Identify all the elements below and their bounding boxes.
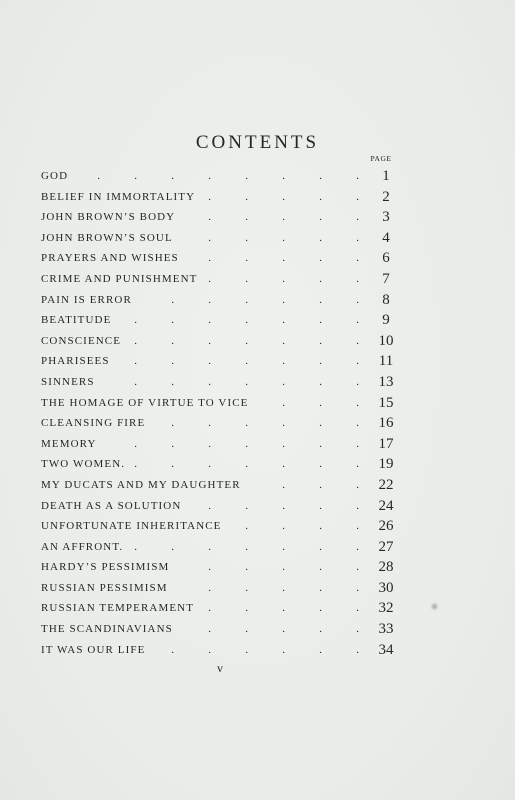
toc-entry-page-number: 1 — [382, 168, 390, 184]
toc-entry-page-number: 7 — [382, 270, 390, 287]
leader-dots: . . . . . — [208, 561, 359, 574]
toc-entry-title: BELIEF IN IMMORTALITY — [41, 190, 196, 203]
toc-entry-title: PHARISEES — [41, 355, 110, 368]
toc-entry-page-number: 26 — [378, 518, 394, 535]
leader-dots: . . . . . . . — [134, 458, 359, 471]
toc-entry — [41, 619, 401, 640]
toc-entry — [41, 454, 401, 475]
leader-dots: . . . — [282, 478, 359, 491]
toc-entry — [41, 310, 401, 331]
paper-smudge — [430, 602, 439, 611]
toc-entry-title: MEMORY — [41, 437, 97, 450]
toc-entry-title: SINNERS — [41, 375, 95, 388]
toc-entry-title: GOD — [41, 170, 69, 182]
toc-entry-page-number: 3 — [382, 209, 390, 226]
toc-entry — [41, 187, 401, 208]
page-title: CONTENTS — [195, 132, 320, 153]
toc-entry-title: IT WAS OUR LIFE — [41, 643, 146, 656]
toc-entry-page-number: 22 — [378, 476, 394, 493]
toc-entry-page-number: 19 — [378, 456, 394, 473]
toc-entry-page-number: 16 — [378, 415, 394, 432]
toc-entry-page-number: 32 — [378, 600, 394, 617]
leader-dots: . . . . . . . — [134, 375, 359, 388]
toc-entry — [41, 537, 401, 558]
toc-entry-page-number: 17 — [378, 435, 394, 452]
toc-entry-title: AN AFFRONT. — [41, 540, 124, 553]
toc-entry — [41, 372, 401, 393]
toc-entry — [41, 434, 401, 455]
leader-dots: . . . . . . — [171, 643, 359, 656]
toc-entry — [41, 413, 401, 434]
toc-entry-page-number: 8 — [382, 291, 390, 308]
page-column-heading: PAGE — [370, 154, 392, 163]
leader-dots: . . . . . — [208, 499, 359, 512]
toc-entry-page-number: 4 — [382, 229, 390, 246]
leader-dots: . . . . . — [208, 623, 359, 636]
toc-entry — [41, 475, 401, 496]
leader-dots: . . . . . . . . — [97, 170, 359, 182]
toc-entry-page-number: 27 — [378, 538, 394, 555]
toc-entry-page-number: 2 — [382, 188, 390, 205]
toc-entry — [41, 207, 401, 228]
toc-entry-page-number: 28 — [378, 559, 394, 576]
toc-entry-title: JOHN BROWN’S BODY — [41, 211, 176, 224]
leader-dots: . . . . . — [208, 211, 359, 224]
toc-entry-page-number: 9 — [382, 312, 390, 329]
toc-entry-title: RUSSIAN PESSIMISM — [41, 581, 168, 594]
leader-dots: . . . — [282, 396, 359, 409]
table-of-contents — [41, 166, 401, 660]
toc-entry-page-number: 6 — [382, 250, 390, 267]
toc-entry — [41, 516, 401, 537]
toc-entry-title: JOHN BROWN’S SOUL — [41, 231, 173, 244]
toc-entry-title: PAIN IS ERROR — [41, 293, 132, 306]
toc-entry — [41, 578, 401, 599]
toc-entry-title: CRIME AND PUNISHMENT — [41, 272, 198, 285]
toc-entry-title: BEATITUDE — [41, 314, 112, 327]
page-folio: v — [217, 661, 223, 675]
toc-entry-title: PRAYERS AND WISHES — [41, 252, 179, 265]
leader-dots: . . . . . . — [171, 293, 359, 306]
toc-entry-title: HARDY’S PESSIMISM — [41, 561, 170, 574]
toc-entry-page-number: 15 — [378, 394, 394, 411]
toc-entry — [41, 640, 401, 661]
leader-dots: . . . . . . — [171, 417, 359, 430]
leader-dots: . . . . . . . — [134, 437, 359, 450]
toc-entry-title: THE SCANDINAVIANS — [41, 623, 173, 636]
leader-dots: . . . . . . . — [134, 334, 359, 347]
toc-entry — [41, 166, 401, 187]
toc-entry-page-number: 13 — [378, 373, 394, 390]
toc-entry — [41, 248, 401, 269]
toc-entry — [41, 598, 401, 619]
leader-dots: . . . . . — [208, 231, 359, 244]
toc-entry-title: DEATH AS A SOLUTION — [41, 499, 182, 512]
toc-entry — [41, 351, 401, 372]
leader-dots: . . . . . — [208, 272, 359, 285]
toc-entry-page-number: 10 — [378, 332, 394, 349]
toc-entry — [41, 496, 401, 517]
leader-dots: . . . . . — [208, 252, 359, 265]
toc-entry — [41, 269, 401, 290]
leader-dots: . . . . . — [208, 581, 359, 594]
toc-entry — [41, 557, 401, 578]
toc-entry-page-number: 30 — [378, 579, 394, 596]
toc-entry-title: MY DUCATS AND MY DAUGHTER — [41, 478, 241, 491]
toc-entry-page-number: 33 — [378, 621, 394, 638]
toc-entry — [41, 393, 401, 414]
toc-entry-page-number: 11 — [378, 353, 394, 370]
toc-entry — [41, 331, 401, 352]
leader-dots: . . . . . — [208, 190, 359, 203]
toc-entry — [41, 228, 401, 249]
toc-entry-page-number: 24 — [378, 497, 394, 514]
toc-entry-title: CONSCIENCE — [41, 334, 122, 347]
leader-dots: . . . . . . . — [134, 540, 359, 553]
leader-dots: . . . . . — [208, 602, 359, 615]
toc-entry-title: CLEANSING FIRE — [41, 417, 146, 430]
leader-dots: . . . . — [245, 520, 359, 533]
toc-entry-page-number: 34 — [378, 641, 394, 658]
toc-entry-title: RUSSIAN TEMPERAMENT — [41, 602, 195, 615]
toc-entry-title: TWO WOMEN. — [41, 458, 126, 471]
leader-dots: . . . . . . . — [134, 355, 359, 368]
toc-entry — [41, 290, 401, 311]
leader-dots: . . . . . . . — [134, 314, 359, 327]
toc-entry-title: THE HOMAGE OF VIRTUE TO VICE — [41, 396, 249, 409]
toc-entry-title: UNFORTUNATE INHERITANCE — [41, 520, 222, 533]
